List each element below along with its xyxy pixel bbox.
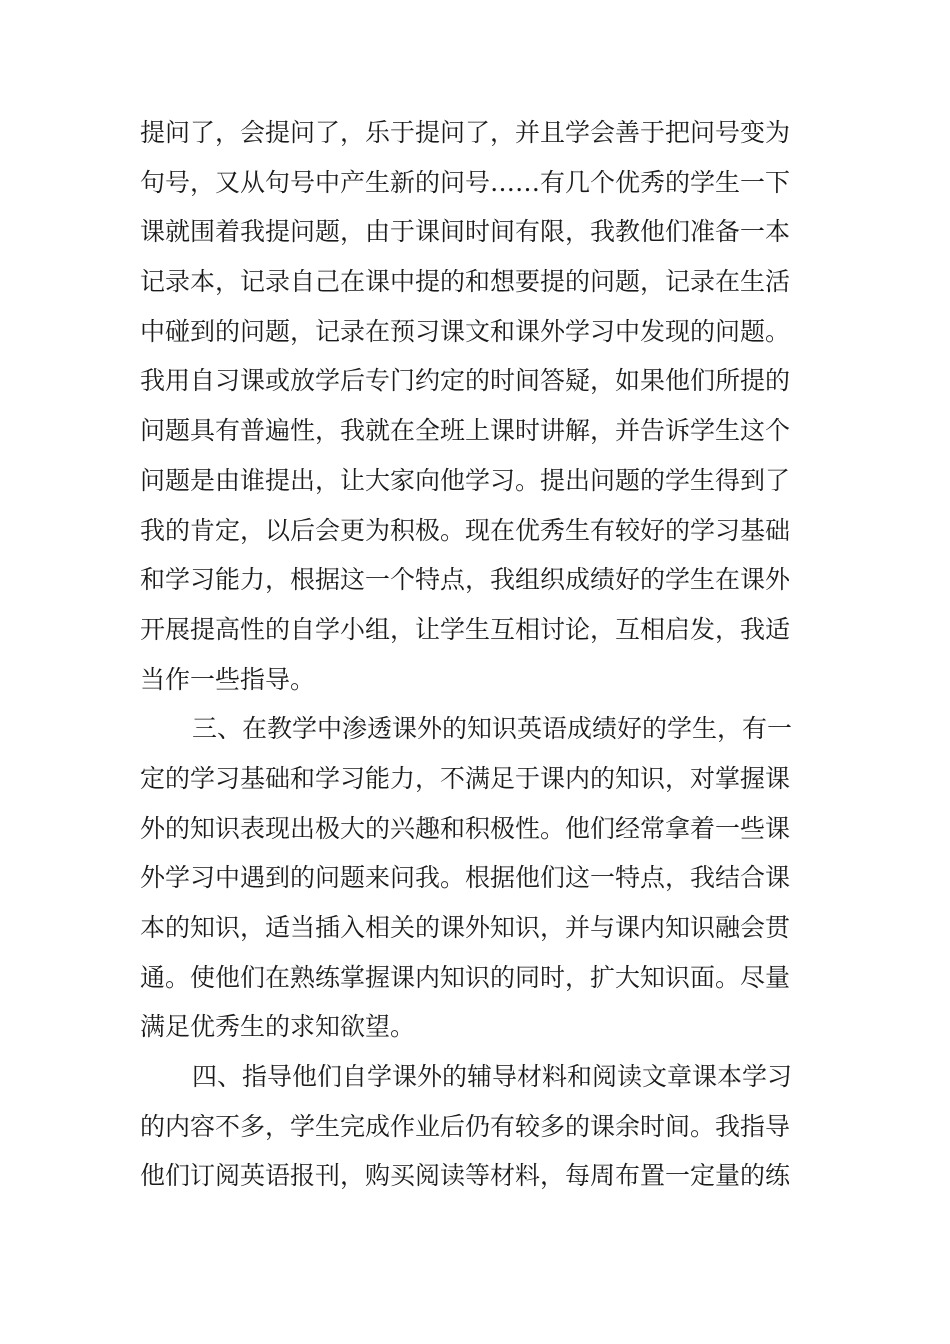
- paragraph-start-line: 三、在教学中渗透课外的知识英语成绩好的学生，有一: [192, 714, 793, 744]
- text-line: 外的知识表现出极大的兴趣和积极性。他们经常拿着一些课: [140, 813, 791, 843]
- text-line: 课就围着我提问题，由于课间时间有限，我教他们准备一本: [140, 217, 791, 247]
- text-line: 提问了，会提问了，乐于提问了，并且学会善于把问号变为: [140, 118, 791, 147]
- text-line: 记录本，记录自己在课中提的和想要提的问题，记录在生活: [140, 267, 791, 297]
- text-line: 他们订阅英语报刊，购买阅读等材料，每周布置一定量的练: [140, 1161, 791, 1191]
- text-line: 当作一些指导。: [140, 664, 316, 694]
- text-line: 问题具有普遍性，我就在全班上课时讲解，并告诉学生这个: [140, 416, 791, 446]
- text-line: 开展提高性的自学小组，让学生互相讨论，互相启发，我适: [140, 614, 791, 644]
- text-line: 满足优秀生的求知欲望。: [140, 1012, 416, 1042]
- text-line: 我的肯定，以后会更为积极。现在优秀生有较好的学习基础: [140, 515, 791, 545]
- text-line: 定的学习基础和学习能力，不满足于课内的知识，对掌握课: [140, 763, 791, 793]
- text-line: 的内容不多，学生完成作业后仍有较多的课余时间。我指导: [140, 1111, 791, 1141]
- text-line: 句号，又从句号中产生新的问号……有几个优秀的学生一下: [140, 167, 791, 197]
- text-line: 外学习中遇到的问题来问我。根据他们这一特点，我结合课: [140, 863, 791, 893]
- text-line: 问题是由谁提出，让大家向他学习。提出问题的学生得到了: [140, 465, 791, 495]
- paragraph-start-line: 四、指导他们自学课外的辅导材料和阅读文章课本学习: [192, 1062, 793, 1092]
- text-line: 我用自习课或放学后专门约定的时间答疑，如果他们所提的: [140, 366, 791, 396]
- body-text: [140, 108, 830, 1201]
- text-line: 中碰到的问题，记录在预习课文和课外学习中发现的问题。: [140, 316, 791, 346]
- text-line: 通。使他们在熟练掌握课内知识的同时，扩大知识面。尽量: [140, 962, 791, 992]
- text-line: 本的知识，适当插入相关的课外知识，并与课内知识融会贯: [140, 913, 791, 942]
- text-line: 和学习能力，根据这一个特点，我组织成绩好的学生在课外: [140, 565, 791, 595]
